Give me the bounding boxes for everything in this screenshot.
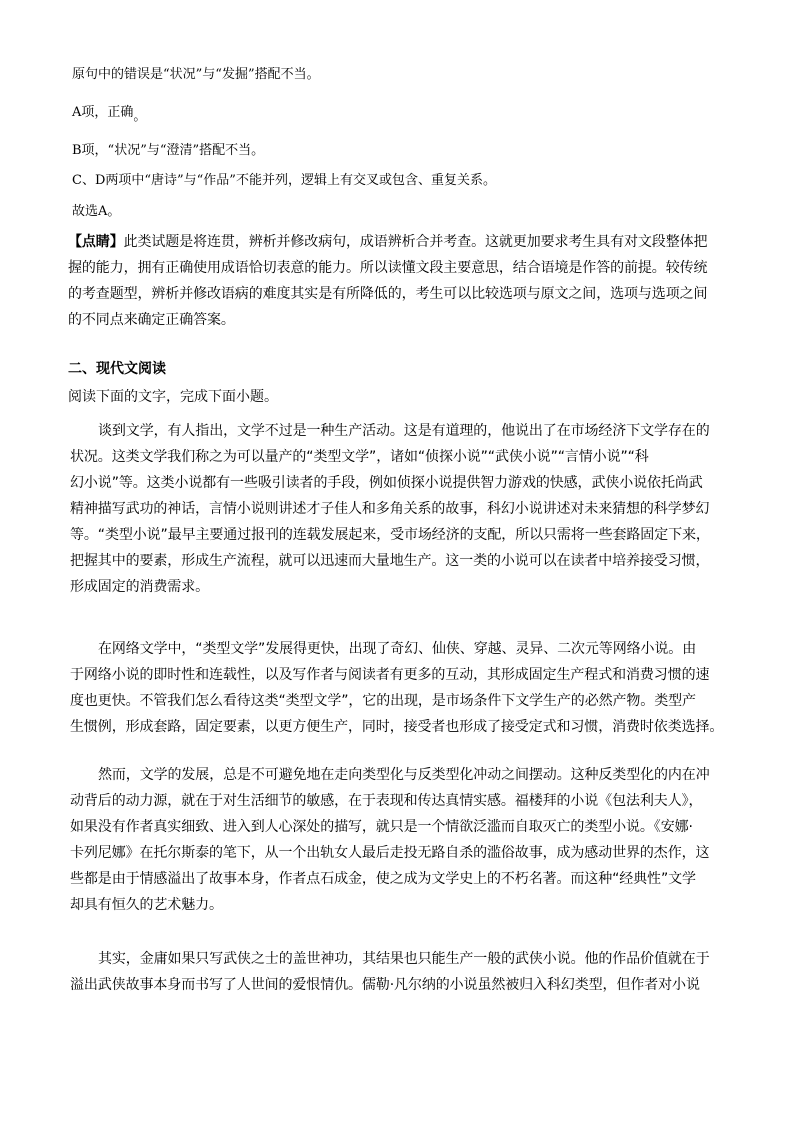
- dianjing-block: [68, 229, 720, 333]
- p4-line-1: 其实，金庸如果只写武侠之士的盖世神功，其结果也只能生产一般的武侠小说。他的作品价值就在于: [98, 951, 710, 967]
- answer-line-1: 原句中的错误是“状况”与“发掘”搭配不当。: [72, 67, 320, 82]
- p3-line-4: 卡列尼娜》在托尔斯泰的笔下，从一个出轨女人最后走投无路自杀的滥俗故事，成为感动世界的杰作，这: [70, 845, 710, 861]
- dianjing-line-4: 的不同点来确定正确答案。: [68, 312, 235, 328]
- p1-line-7: 形成固定的消费需求。: [70, 579, 209, 595]
- dianjing-text-1: 此类试题是将连贯，辨析并修改病句，成语辨析合并考查。这就更加要求考生具有对文段整体把: [123, 234, 708, 250]
- section-title: 二、现代文阅读: [68, 361, 166, 377]
- p3-line-3: 如果没有作者真实细致、进入到人心深处的描写，就只是一个情欲泛滥而自取灭亡的类型小说。《安娜·: [70, 819, 693, 835]
- p1-line-3: 幻小说”等。这类小说都有一些吸引读者的手段，例如侦探小说提供智力游戏的快感，武侠小说依托尚武: [70, 475, 703, 491]
- article-paragraph-3: [70, 762, 722, 918]
- p4-line-2: 溢出武侠故事本身而书写了人世间的爱恨情仇。儒勒·凡尔纳的小说虽然被归入科幻类型，但作者对小说: [70, 977, 700, 993]
- p1-line-1: 谈到文学，有人指出，文学不过是一种生产活动。这是有道理的，他说出了在市场经济下文学存在的: [98, 423, 710, 439]
- section-instruction: 阅读下面的文字，完成下面小题。: [68, 389, 278, 405]
- dianjing-line-2: 握的能力，拥有正确使用成语恰切表意的能力。所以读懂文段主要意思，结合语境是作答的前提。较传统: [68, 260, 708, 276]
- article-paragraph-4: [70, 946, 722, 998]
- answer-line-cd: C、D两项中“唐诗”与“作品”不能并列，逻辑上有交叉或包含、重复关系。: [72, 173, 496, 188]
- dianjing-line-1: [68, 229, 720, 255]
- p1-line-5: 等。“类型小说”最早主要通过报刊的连载发展起来，受市场经济的支配，所以只需将一些套路固定下来，: [70, 527, 710, 543]
- p2-line-1: 在网络文学中，“类型文学”发展得更快，出现了奇幻、仙侠、穿越、灵异、二次元等网络小说。由: [98, 641, 697, 657]
- p2-line-2: 于网络小说的即时性和连载性，以及写作者与阅读者有更多的互动，其形成固定生产程式和消费习惯的速: [70, 667, 710, 683]
- dianjing-label: 【点睛】: [68, 234, 124, 250]
- answer-line-a: [72, 102, 724, 124]
- p2-line-3: 度也更快。不管我们怎么看待这类“类型文学”，它的出现，是市场条件下文学生产的必然产物。类型产: [70, 693, 696, 709]
- answer-line-a-text: A项，正确: [72, 105, 134, 120]
- p1-line-4: 精神描写武功的神话，言情小说则讲述才子佳人和多角关系的故事，科幻小说讲述对未来猜想的科学梦幻: [70, 501, 710, 517]
- answer-line-b: B项，“状况”与“澄清”搭配不当。: [72, 143, 265, 158]
- answer-line-a-mark: 。: [133, 109, 147, 124]
- p1-line-2: 状况。这类文学我们称之为可以量产的“类型文学”，诸如“侦探小说”“武侠小说”“言情小说”“科: [70, 449, 649, 465]
- answer-choice: 故选A。: [72, 204, 121, 219]
- article-paragraph-2: [70, 636, 722, 740]
- p2-line-4: 生惯例，形成套路，固定要素，以更方便生产，同时，接受者也形成了接受定式和习惯，消费时依类选择。: [70, 719, 724, 735]
- p1-line-6: 把握其中的要素，形成生产流程，就可以迅速而大量地生产。这一类的小说可以在读者中培养接受习惯，: [70, 553, 710, 569]
- p3-line-2: 动背后的动力源，就在于对生活细节的敏感，在于表现和传达真情实感。福楼拜的小说《包法利夫人》，: [70, 793, 703, 809]
- dianjing-line-3: 的考查题型，辨析并修改语病的难度其实是有所降低的，考生可以比较选项与原文之间，选项与选项之间: [68, 286, 708, 302]
- p3-line-1: 然而，文学的发展，总是不可避免地在走向类型化与反类型化冲动之间摆动。这种反类型化的内在冲: [98, 767, 710, 783]
- p3-line-5: 些都是由于情感溢出了故事本身，作者点石成金，使之成为文学史上的不朽名著。而这种“经典性”文学: [70, 871, 696, 887]
- p3-line-6: 却具有恒久的艺术魅力。: [70, 897, 223, 913]
- article-paragraph-1: [70, 418, 722, 600]
